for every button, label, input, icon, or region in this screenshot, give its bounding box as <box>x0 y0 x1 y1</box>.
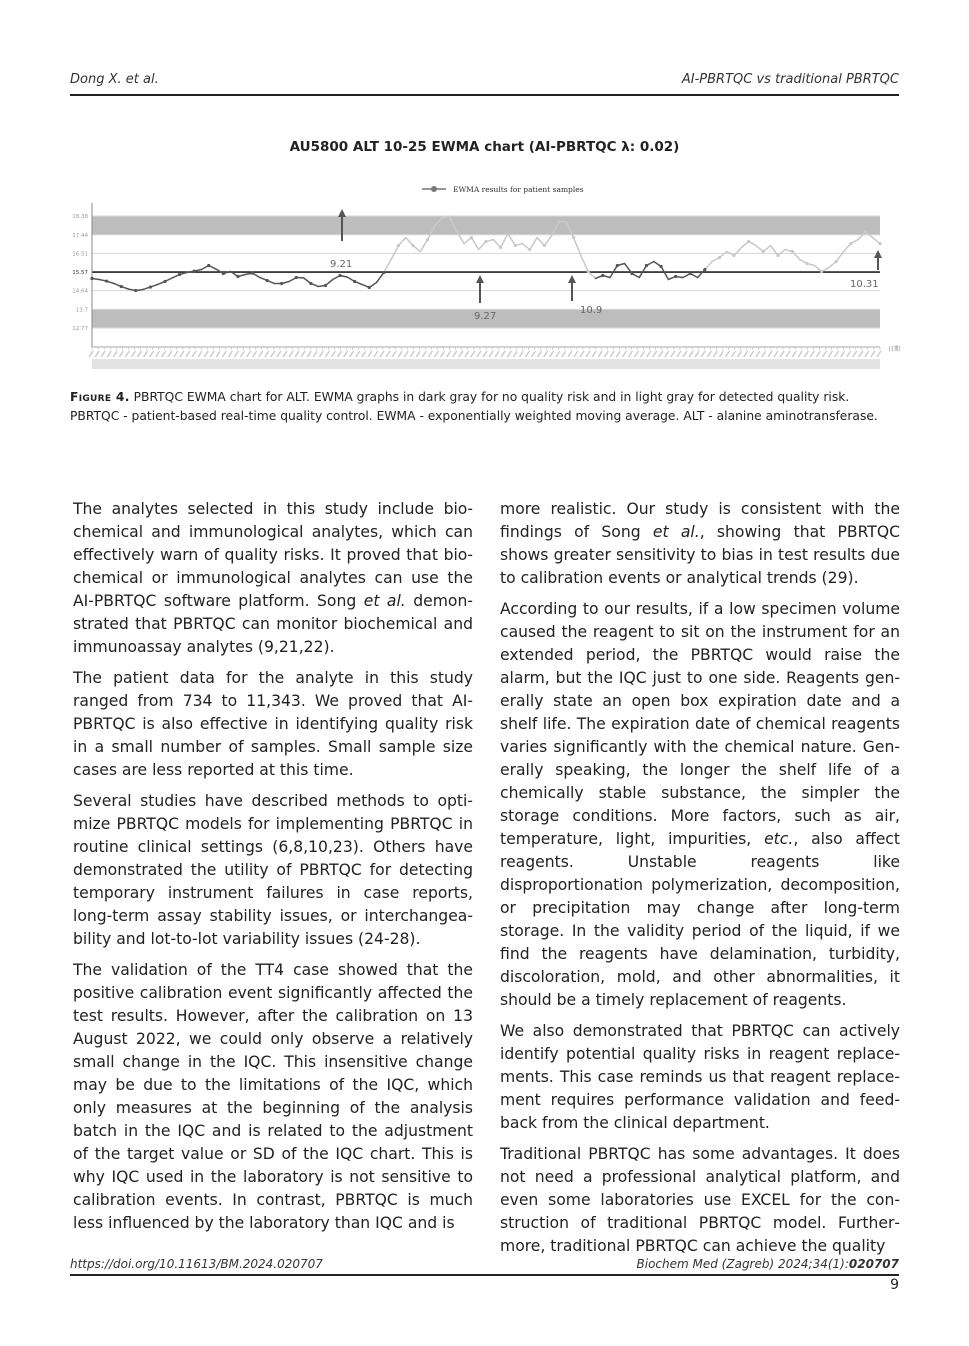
x-tick-label <box>835 351 839 357</box>
series-segment <box>530 238 537 250</box>
y-tick-label: 16.51 <box>72 251 88 258</box>
data-point <box>514 244 517 247</box>
x-tick-label <box>659 351 663 357</box>
x-tick-label <box>271 351 275 357</box>
x-tick-label <box>701 351 705 357</box>
y-tick-label: 18.38 <box>72 214 88 220</box>
data-point <box>849 242 852 245</box>
data-point <box>703 268 706 271</box>
data-point <box>630 272 633 275</box>
x-tick-label <box>313 351 317 357</box>
x-tick-label <box>519 351 523 357</box>
x-tick-label <box>344 351 348 357</box>
x-tick-label <box>222 351 226 357</box>
x-tick-label <box>404 351 408 357</box>
x-tick-label <box>798 351 802 357</box>
x-tick-label <box>253 351 257 357</box>
legend-marker <box>431 186 437 192</box>
x-tick-label <box>410 351 414 357</box>
x-tick-label <box>713 351 717 357</box>
x-tick-label <box>822 351 826 357</box>
x-tick-label <box>144 351 148 357</box>
x-tick-label <box>719 351 723 357</box>
data-point <box>587 270 590 273</box>
x-tick-label <box>447 351 451 357</box>
data-point <box>674 275 677 278</box>
data-point <box>572 236 575 239</box>
data-point <box>105 279 108 282</box>
y-tick-label: 17.44 <box>72 232 88 239</box>
paragraph: The validation of the TT4 case showed that the positive calibration event significantly affected the test results. However, after the calibration on 13 August 2022, we could only observe a relatively small change in the IQC. This insensitive change may be due to the limitations of the IQC, which only measures at the beginning of the analysis batch in the IQC and is related to the adjustment of the target value or SD of the IQC chart. This is why IQC used in the laboratory is not sensitive to calibration events. In contrast, PBRTQC is much less influenced by the laboratory than IQC and is <box>73 961 473 1232</box>
header-short-title: AI-PBRTQC vs traditional PBRTQC <box>681 72 899 87</box>
page-number: 9 <box>890 1277 899 1293</box>
x-tick-label <box>647 351 651 357</box>
x-tick-label <box>234 351 238 357</box>
x-tick-label <box>689 351 693 357</box>
series-segment <box>384 260 391 273</box>
x-tick-label <box>277 351 281 357</box>
paragraph: Several studies have described methods to optimize PBRTQC models for implementing PBRTQC in routine clinical settings (6,8,10,23). Others have demonstrated the utility of PBRTQC for detecting temporary instrument failures in case reports, long-term assay stability issues, or interchangeability and lot-to-lot variability issues (24-28). <box>73 792 473 948</box>
y-tick-label: 14.64 <box>72 288 88 295</box>
x-tick-label <box>574 351 578 357</box>
data-point <box>791 250 794 253</box>
x-tick-label <box>137 351 141 357</box>
x-tick-label <box>780 351 784 357</box>
x-tick-label <box>192 351 196 357</box>
series-segment <box>544 236 551 246</box>
data-point <box>718 256 721 259</box>
control-band <box>92 216 880 235</box>
x-tick-label <box>289 351 293 357</box>
data-point <box>207 264 210 267</box>
x-tick-label <box>210 351 214 357</box>
x-tick-label <box>198 351 202 357</box>
data-point <box>353 280 356 283</box>
x-tick-label <box>641 351 645 357</box>
data-point <box>747 240 750 243</box>
data-point <box>324 284 327 287</box>
data-point <box>426 238 429 241</box>
x-tick-label <box>580 351 584 357</box>
x-tick-label <box>810 351 814 357</box>
x-tick-label <box>362 351 366 357</box>
journal-ref: Biochem Med (Zagreb) 2024;34(1): <box>636 1257 849 1271</box>
x-tick-label <box>677 351 681 357</box>
x-tick-label <box>538 351 542 357</box>
series-segment <box>406 238 413 246</box>
x-tick-label <box>816 351 820 357</box>
data-point <box>484 240 487 243</box>
annotation-label: 10.31 <box>850 279 879 290</box>
data-point <box>601 274 604 277</box>
data-point <box>455 230 458 233</box>
x-tick-label <box>483 351 487 357</box>
x-tick-label <box>113 351 117 357</box>
x-tick-label <box>228 351 232 357</box>
x-tick-label <box>331 351 335 357</box>
x-tick-label <box>350 351 354 357</box>
x-tick-label <box>865 351 869 357</box>
data-point <box>149 285 152 288</box>
x-tick-label <box>101 351 105 357</box>
series-segment <box>734 248 741 256</box>
x-tick-label <box>653 351 657 357</box>
paragraph: The patient data for the analyte in this study ranged from 734 to 11,343. We proved that AI-PBRTQC is also effective in identifying quality risk in a small number of samples. Small sample size cases are less reported at this time. <box>73 669 473 779</box>
data-point <box>178 273 181 276</box>
series-segment <box>377 272 384 282</box>
data-point <box>382 271 385 274</box>
data-point <box>820 270 823 273</box>
x-tick-label <box>665 351 669 357</box>
right-column <box>500 498 900 1266</box>
x-tick-label <box>459 351 463 357</box>
series-segment <box>771 246 778 256</box>
series-segment <box>792 252 799 260</box>
x-tick-label <box>871 351 875 357</box>
data-point <box>557 220 560 223</box>
x-tick-label <box>616 351 620 357</box>
figure-caption <box>70 388 900 426</box>
paragraph: According to our results, if a low specimen volume caused the reagent to sit on the instrument for an extended period, the PBRTQC would raise the alarm, but the IQC just to one side. Reagents generally state an open box expiration date and a shelf life. The expiration date of chemical reagents varies significantly with the chemical nature. Generally speaking, the longer the shelf life of a chemically stable substance, the simpler the storage conditions. More factors, such as air, temperature, light, impurities, etc., also affect reagents. Unstable reagents like disproportionation polymerization, decomposition, or precipitation may change after long-term storage. In the validity period of the liquid, if we find the reagents have delamination, turbidity, discoloration, mold, and other abnormalities, it should be a timely replacement of reagents. <box>500 600 900 1009</box>
annotation-arrowhead <box>476 275 484 283</box>
x-tick-label <box>544 351 548 357</box>
x-tick-label <box>368 351 372 357</box>
data-point <box>309 282 312 285</box>
x-tick-label <box>441 351 445 357</box>
annotation-arrowhead <box>338 209 346 217</box>
x-tick-label <box>635 351 639 357</box>
series-segment <box>537 238 544 246</box>
figure-caption-text: PBRTQC EWMA chart for ALT. EWMA graphs in dark gray for no quality risk and in light gray for detected quality risk. PBRTQC - patient-based real-time quality control. EWMA - exponentially weighted moving average. ALT - alanine aminotransferase. <box>70 390 878 423</box>
x-scroll-track <box>92 359 880 369</box>
paragraph: more realistic. Our study is consistent with the findings of Song et al., showing that PBRTQC shows greater sensitivity to bias in test results due to calibration events or analytical trends (29). <box>500 500 900 587</box>
x-tick-label <box>428 351 432 357</box>
data-point <box>864 230 867 233</box>
x-tick-label <box>125 351 129 357</box>
series-segment <box>479 242 486 250</box>
x-tick-label <box>465 351 469 357</box>
annotation-arrowhead <box>874 250 882 258</box>
series-segment <box>508 234 515 246</box>
x-tick-label <box>604 351 608 357</box>
y-tick-label: 13.7 <box>75 307 88 314</box>
data-point <box>397 244 400 247</box>
x-tick-label <box>265 351 269 357</box>
x-tick-label <box>95 351 99 357</box>
data-point <box>732 254 735 257</box>
series-segment <box>661 267 668 280</box>
figure-title: AU5800 ALT 10-25 EWMA chart (AI-PBRTQC λ: 0.02) <box>289 139 680 155</box>
annotation-label: 9.27 <box>474 311 497 322</box>
data-point <box>338 274 341 277</box>
x-tick-label <box>435 351 439 357</box>
x-tick-label <box>568 351 572 357</box>
paragraph: The analytes selected in this study include biochemical and immunological analytes, which can effectively warn of quality risks. It proved that biochemical or immunological analytes can use the AI-PBRTQC software platform. Song et al. demonstrated that PBRTQC can monitor biochemical and immunoassay analytes (9,21,22). <box>73 500 473 656</box>
x-tick-label <box>829 351 833 357</box>
x-tick-label <box>671 351 675 357</box>
x-tick-label <box>131 351 135 357</box>
x-tick-label <box>744 351 748 357</box>
x-tick-label <box>756 351 760 357</box>
x-tick-label <box>525 351 529 357</box>
x-tick-label <box>307 351 311 357</box>
x-tick-label <box>180 351 184 357</box>
x-tick-label <box>598 351 602 357</box>
data-point <box>470 236 473 239</box>
x-tick-label <box>156 351 160 357</box>
series-segment <box>420 240 427 252</box>
x-tick-label <box>622 351 626 357</box>
doi-link[interactable]: https://doi.org/10.11613/BM.2024.020707 <box>70 1257 323 1271</box>
x-tick-label <box>804 351 808 357</box>
x-tick-label <box>422 351 426 357</box>
paragraph: We also demonstrated that PBRTQC can actively identify potential quality risks in reagent replacements. This case reminds us that reagent replacement requires performance validation and feedback from the clinical department. <box>500 1022 900 1132</box>
x-tick-label <box>477 351 481 357</box>
data-point <box>368 286 371 289</box>
x-tick-label <box>792 351 796 357</box>
data-point <box>528 248 531 251</box>
x-tick-label <box>707 351 711 357</box>
x-tick-label <box>853 351 857 357</box>
x-tick-label <box>507 351 511 357</box>
series-segment <box>493 240 500 248</box>
data-point <box>660 265 663 268</box>
x-tick-label <box>847 351 851 357</box>
x-tick-label <box>471 351 475 357</box>
ewma-chart <box>60 175 910 375</box>
data-point <box>295 276 298 279</box>
running-footer <box>70 1257 899 1276</box>
journal-citation <box>637 1257 899 1271</box>
x-tick-label <box>162 351 166 357</box>
data-point <box>499 246 502 249</box>
data-point <box>134 289 137 292</box>
data-point <box>280 282 283 285</box>
x-tick-label <box>89 351 93 357</box>
legend-label: EWMA results for patient samples <box>453 185 584 194</box>
data-point <box>266 279 269 282</box>
series-segment <box>705 262 712 270</box>
data-point <box>762 250 765 253</box>
series-segment <box>501 234 508 248</box>
x-tick-label <box>398 351 402 357</box>
data-point <box>90 277 93 280</box>
data-point <box>878 242 881 245</box>
x-tick-label <box>501 351 505 357</box>
x-tick-label <box>683 351 687 357</box>
x-tick-label <box>786 351 790 357</box>
x-tick-label <box>750 351 754 357</box>
x-tick-label <box>325 351 329 357</box>
x-tick-label <box>628 351 632 357</box>
x-tick-label <box>168 351 172 357</box>
x-tick-label <box>259 351 263 357</box>
x-tick-label <box>295 351 299 357</box>
x-tick-label <box>732 351 736 357</box>
x-tick-label <box>150 351 154 357</box>
x-tick-label <box>762 351 766 357</box>
x-tick-label <box>380 351 384 357</box>
x-tick-label <box>416 351 420 357</box>
x-tick-label <box>319 351 323 357</box>
x-tick-label <box>841 351 845 357</box>
data-point <box>411 244 414 247</box>
x-tick-label <box>204 351 208 357</box>
x-tick-label <box>556 351 560 357</box>
data-point <box>689 272 692 275</box>
data-point <box>163 280 166 283</box>
left-column <box>73 498 473 1243</box>
x-tick-label <box>513 351 517 357</box>
x-tick-label <box>453 351 457 357</box>
x-tick-label <box>174 351 178 357</box>
data-point <box>193 270 196 273</box>
x-tick-label <box>489 351 493 357</box>
x-tick-label <box>356 351 360 357</box>
x-tick-label <box>695 351 699 357</box>
x-tick-label <box>301 351 305 357</box>
data-point <box>222 272 225 275</box>
data-point <box>441 216 444 219</box>
x-tick-label <box>241 351 245 357</box>
data-point <box>835 260 838 263</box>
x-tick-label <box>610 351 614 357</box>
x-tick-label <box>386 351 390 357</box>
data-point <box>120 285 123 288</box>
x-tick-label <box>392 351 396 357</box>
x-tick-label <box>774 351 778 357</box>
article-id: 020707 <box>848 1257 899 1271</box>
x-tick-label <box>216 351 220 357</box>
x-tick-label <box>107 351 111 357</box>
y-tick-label: 15.57 <box>72 270 88 277</box>
figure-caption-label: Figure 4. <box>70 390 130 404</box>
x-tick-label <box>725 351 729 357</box>
series-segment <box>398 238 405 246</box>
paragraph: Traditional PBRTQC has some advantages. It does not need a professional analytical platform, and even some laboratories use EXCEL for the construction of traditional PBRTQC model. Furthermore, traditional PBRTQC can achieve the quality <box>500 1145 900 1255</box>
data-point <box>543 244 546 247</box>
data-point <box>616 264 619 267</box>
annotation-label: 10.9 <box>580 305 603 316</box>
data-point <box>776 254 779 257</box>
x-axis-label: 日期 <box>888 346 901 353</box>
x-tick-label <box>119 351 123 357</box>
series-segment <box>581 256 588 272</box>
series-segment <box>844 244 851 252</box>
header-authors: Dong X. et al. <box>70 72 159 87</box>
annotation-label: 9.21 <box>330 259 353 270</box>
x-tick-label <box>247 351 251 357</box>
x-tick-label <box>592 351 596 357</box>
x-tick-label <box>562 351 566 357</box>
data-point <box>251 271 254 274</box>
x-tick-label <box>550 351 554 357</box>
x-tick-label <box>338 351 342 357</box>
x-tick-label <box>768 351 772 357</box>
data-point <box>236 275 239 278</box>
x-tick-label <box>859 351 863 357</box>
x-tick-label <box>283 351 287 357</box>
data-point <box>645 264 648 267</box>
data-point <box>805 262 808 265</box>
x-tick-label <box>877 351 881 357</box>
annotation-arrowhead <box>568 275 576 283</box>
x-tick-label <box>186 351 190 357</box>
running-header <box>70 70 899 96</box>
x-tick-label <box>374 351 378 357</box>
y-tick-label: 12.77 <box>72 326 88 332</box>
series-segment <box>471 238 478 250</box>
x-tick-label <box>531 351 535 357</box>
series-segment <box>698 270 705 278</box>
x-tick-label <box>738 351 742 357</box>
x-tick-label <box>495 351 499 357</box>
series-segment <box>391 246 398 260</box>
x-tick-label <box>586 351 590 357</box>
